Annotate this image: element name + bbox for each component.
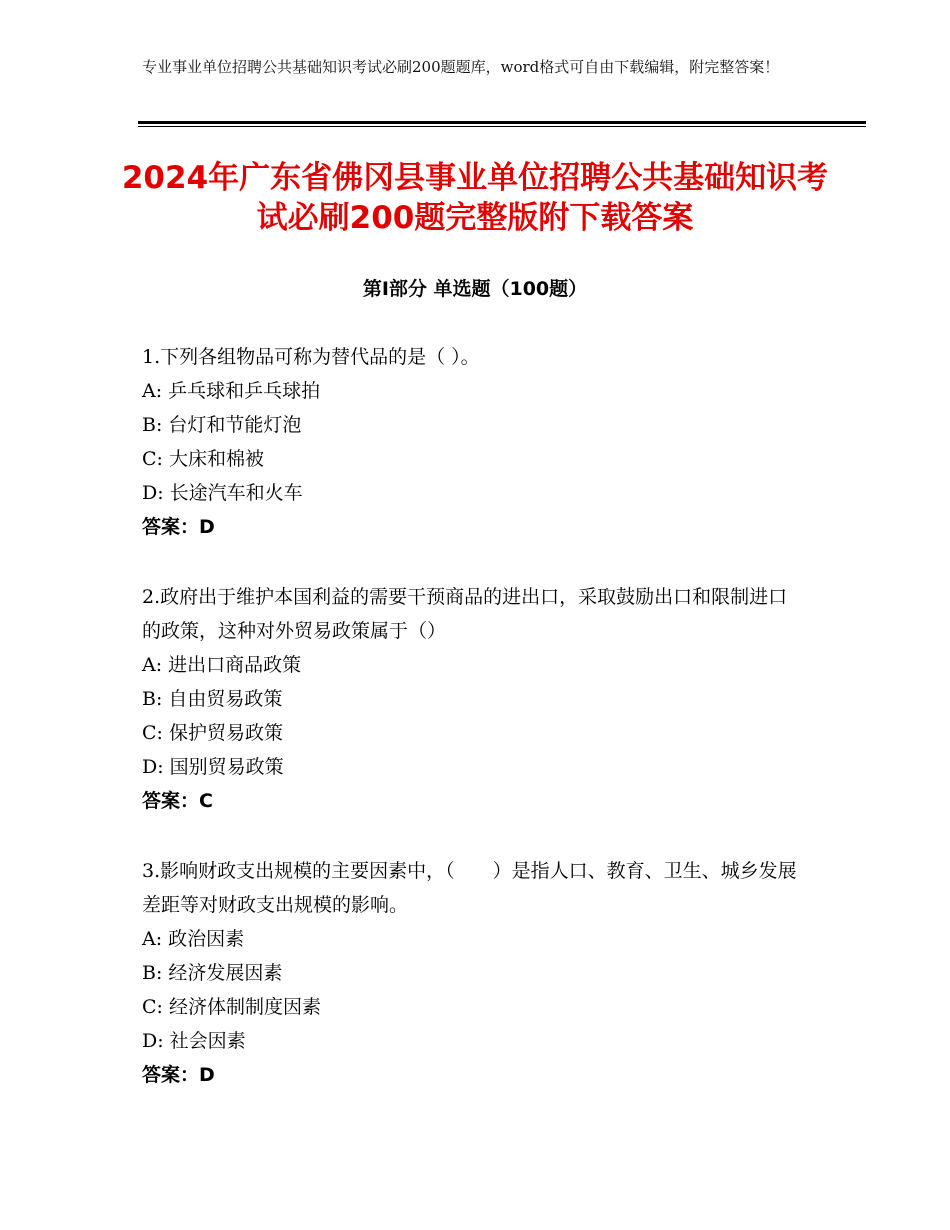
document-title: 2024年广东省佛冈县事业单位招聘公共基础知识考试必刷200题完整版附下载答案 [121, 160, 829, 236]
option-b: B: 自由贸易政策 [142, 688, 283, 710]
question-stem: 3.影响财政支出规模的主要因素中，（ ）是指人口、教育、卫生、城乡发展差距等对财政支出规模的影响。 [142, 860, 797, 916]
option-c: C: 经济体制制度因素 [142, 996, 321, 1018]
question-2 [142, 580, 802, 818]
option-a: A: 政治因素 [142, 928, 245, 950]
question-stem: 2.政府出于维护本国利益的需要干预商品的进出口，采取鼓励出口和限制进口的政策，这种对外贸易政策属于（） [142, 586, 788, 642]
answer: 答案：C [142, 790, 213, 812]
question-stem: 1.下列各组物品可称为替代品的是（ ）。 [142, 346, 480, 368]
option-a: A: 乒乓球和乒乓球拍 [142, 380, 321, 402]
option-b: B: 台灯和节能灯泡 [142, 414, 302, 436]
option-c: C: 大床和棉被 [142, 448, 264, 470]
answer: 答案：D [142, 1064, 215, 1086]
answer: 答案：D [142, 516, 215, 538]
option-c: C: 保护贸易政策 [142, 722, 283, 744]
question-1 [142, 340, 802, 544]
section-heading: 第Ⅰ部分 单选题（100题） [362, 278, 588, 300]
option-d: D: 国别贸易政策 [142, 756, 284, 778]
option-a: A: 进出口商品政策 [142, 654, 302, 676]
header-divider-thin [138, 126, 866, 127]
header-divider-thick [138, 121, 866, 124]
header-note: 专业事业单位招聘公共基础知识考试必刷200题题库，word格式可自由下载编辑，附完整答案！ [142, 58, 780, 76]
question-3 [142, 854, 802, 1092]
option-d: D: 社会因素 [142, 1030, 246, 1052]
option-b: B: 经济发展因素 [142, 962, 283, 984]
option-d: D: 长途汽车和火车 [142, 482, 303, 504]
